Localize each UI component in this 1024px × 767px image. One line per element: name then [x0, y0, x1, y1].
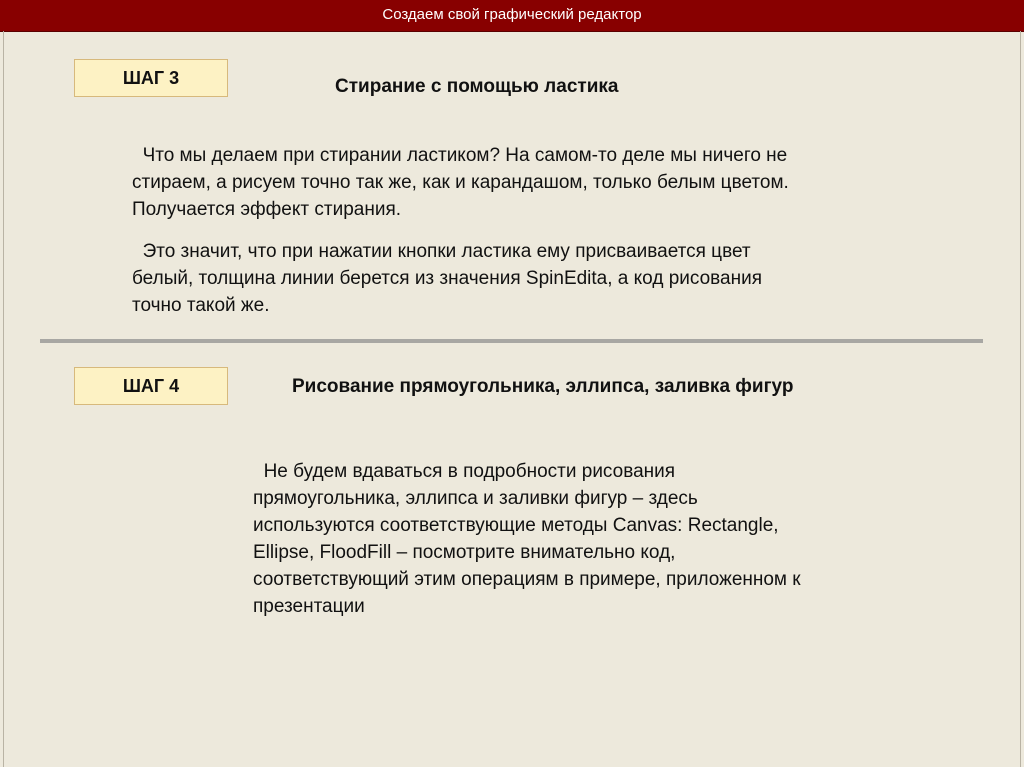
step-3-p1-line-2: стираем, а рисуем точно так же, как и карандашом, только белым цветом. — [132, 172, 789, 193]
step-4-paragraph — [253, 458, 801, 620]
step-3-paragraph-2 — [132, 238, 762, 319]
right-border-line — [1020, 31, 1021, 767]
step-3-p2-line-3: точно такой же. — [132, 295, 270, 316]
step-4-label: ШАГ 4 — [122, 376, 180, 396]
step-3-p1-line-3: Получается эффект стирания. — [132, 199, 402, 220]
step-4-heading: Рисование прямоугольника, эллипса, заливка фигур — [292, 376, 794, 397]
step-4-line-1: Не будем вдаваться в подробности рисования — [263, 461, 676, 482]
section-divider — [40, 339, 983, 343]
step-4-line-3: используются соответствующие методы Canvas: Rectangle, — [253, 515, 779, 536]
step-4-line-6: презентации — [253, 596, 365, 617]
step-3-heading: Стирание с помощью ластика — [335, 76, 619, 97]
header-bar — [0, 0, 1024, 32]
step-3-badge — [74, 59, 228, 97]
step-4-badge — [74, 367, 228, 405]
step-4-line-5: соответствующий этим операциям в примере, приложенном к — [253, 569, 801, 590]
step-3-p2-line-1: Это значит, что при нажатии кнопки ластика ему присваивается цвет — [142, 241, 751, 262]
step-3-paragraph-1 — [132, 142, 789, 223]
step-4-line-4: Ellipse, FloodFill – посмотрите внимательно код, — [253, 542, 676, 563]
left-border-line — [3, 31, 4, 767]
step-3-p2-line-2: белый, толщина линии берется из значения SpinEdita, а код рисования — [132, 268, 762, 289]
step-3-p1-line-1: Что мы делаем при стирании ластиком? На самом-то деле мы ничего не — [142, 145, 788, 166]
step-3-label: ШАГ 3 — [122, 68, 180, 88]
step-4-line-2: прямоугольника, эллипса и заливки фигур – здесь — [253, 488, 698, 509]
slide-title: Создаем свой графический редактор — [382, 6, 642, 23]
